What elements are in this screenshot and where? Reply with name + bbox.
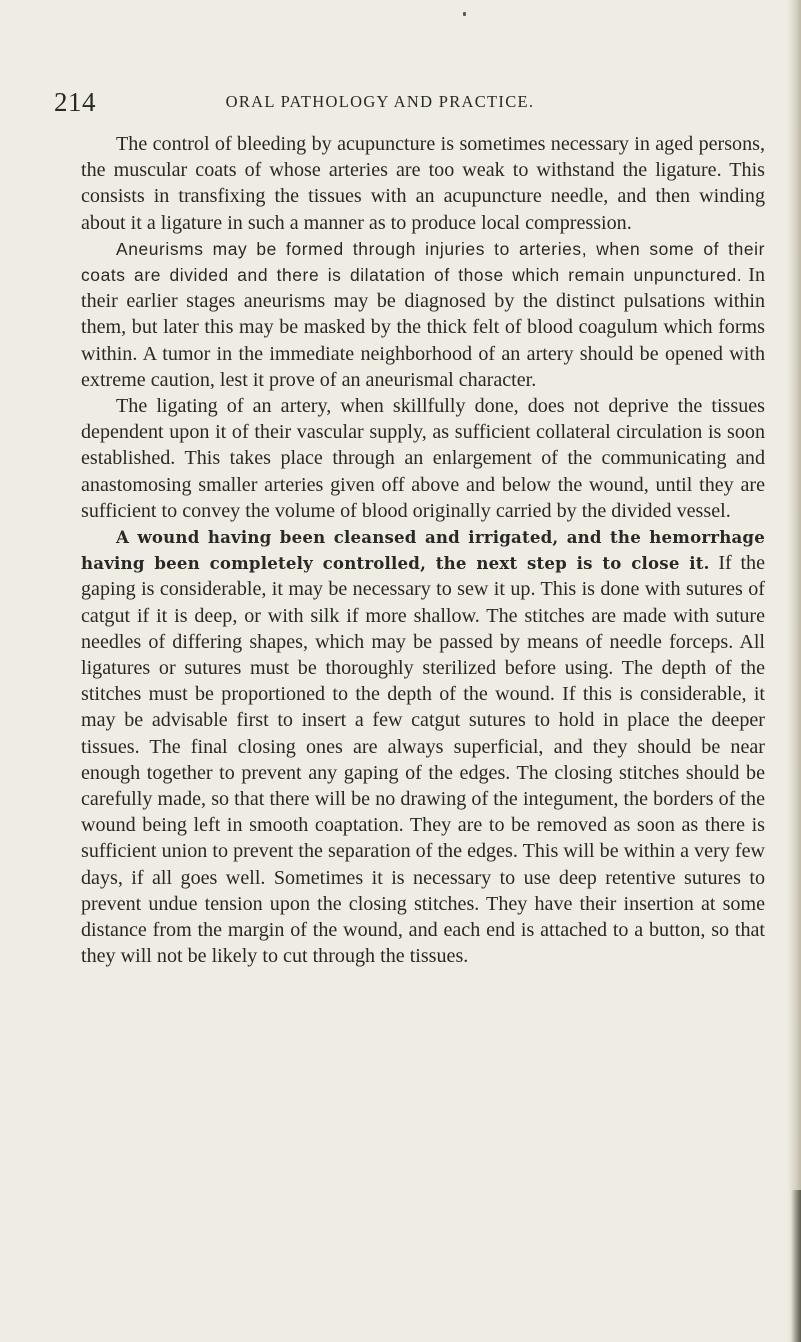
aneurisms-body: In their earlier stages aneurisms may be diagnosed by the distinct pulsations within them, but later this may be masked by the thick felt of blood coagulum which forms within. A tumor in the immediate neighborhood of an artery should be opened with extreme caution, lest it prove of an aneurismal character. (81, 264, 766, 391)
page-header (54, 84, 762, 120)
page-number: 214 (54, 87, 96, 117)
body-text (81, 131, 765, 970)
page-edge-dark (791, 1190, 801, 1342)
paragraph-wound-closure (81, 524, 765, 969)
print-speck (463, 12, 466, 16)
paragraph-acupuncture: The control of bleeding by acupuncture is sometimes necessary in aged persons, the muscular coats of whose arteries are too weak to withstand the ligature. This consists in transfixing the tissues with an acupuncture needle, and then winding about it a ligature in such a manner as to produce local compression. (81, 133, 765, 234)
paragraph-aneurisms (81, 236, 765, 393)
wound-closure-lead-sentence: A wound having been cleansed and irrigated, and the hemorrhage having been completely controlled, the next step is to close it. (81, 527, 765, 574)
running-head: ORAL PATHOLOGY AND PRACTICE. (225, 92, 535, 111)
aneurisms-lead-sentence: Aneurisms may be formed through injuries to arteries, when some of their coats are divided and there is dilatation of those which remain unpunctured. (81, 238, 765, 286)
page-edge-shadow (787, 0, 801, 1342)
paragraph-ligating: The ligating of an artery, when skillfully done, does not deprive the tissues dependent upon it of their vascular supply, as sufficient collateral circulation is soon established. This takes place through an enlargement of the communicating and anastomosing smaller arteries given off above and below the wound, until they are sufficient to convey the volume of blood originally carried by the divided vessel. (81, 395, 765, 522)
wound-closure-body: If the gaping is considerable, it may be necessary to sew it up. This is done with sutures of catgut if it is deep, or with silk if more shallow. The stitches are made with suture needles of differing shapes, which may be passed by means of needle forceps. All ligatures or sutures must be thoroughly sterilized before using. The depth of the stitches must be proportioned to the depth of the wound. If this is considerable, it may be advisable first to insert a few catgut sutures to hold in place the deeper tissues. The final closing ones are always superficial, and they should be near enough together to prevent any gaping of the edges. The closing stitches should be carefully made, so that there will be no drawing of the integument, the borders of the wound being left in smooth coaptation. They are to be removed as soon as there is sufficient union to prevent the separation of the edges. This will be within a very few days, if all goes well. Sometimes it is necessary to use deep retentive sutures to prevent undue tension upon the closing stitches. They have their insertion at some distance from the margin of the wound, and each end is attached to a button, so that they will not be likely to cut through the tissues. (81, 552, 766, 968)
